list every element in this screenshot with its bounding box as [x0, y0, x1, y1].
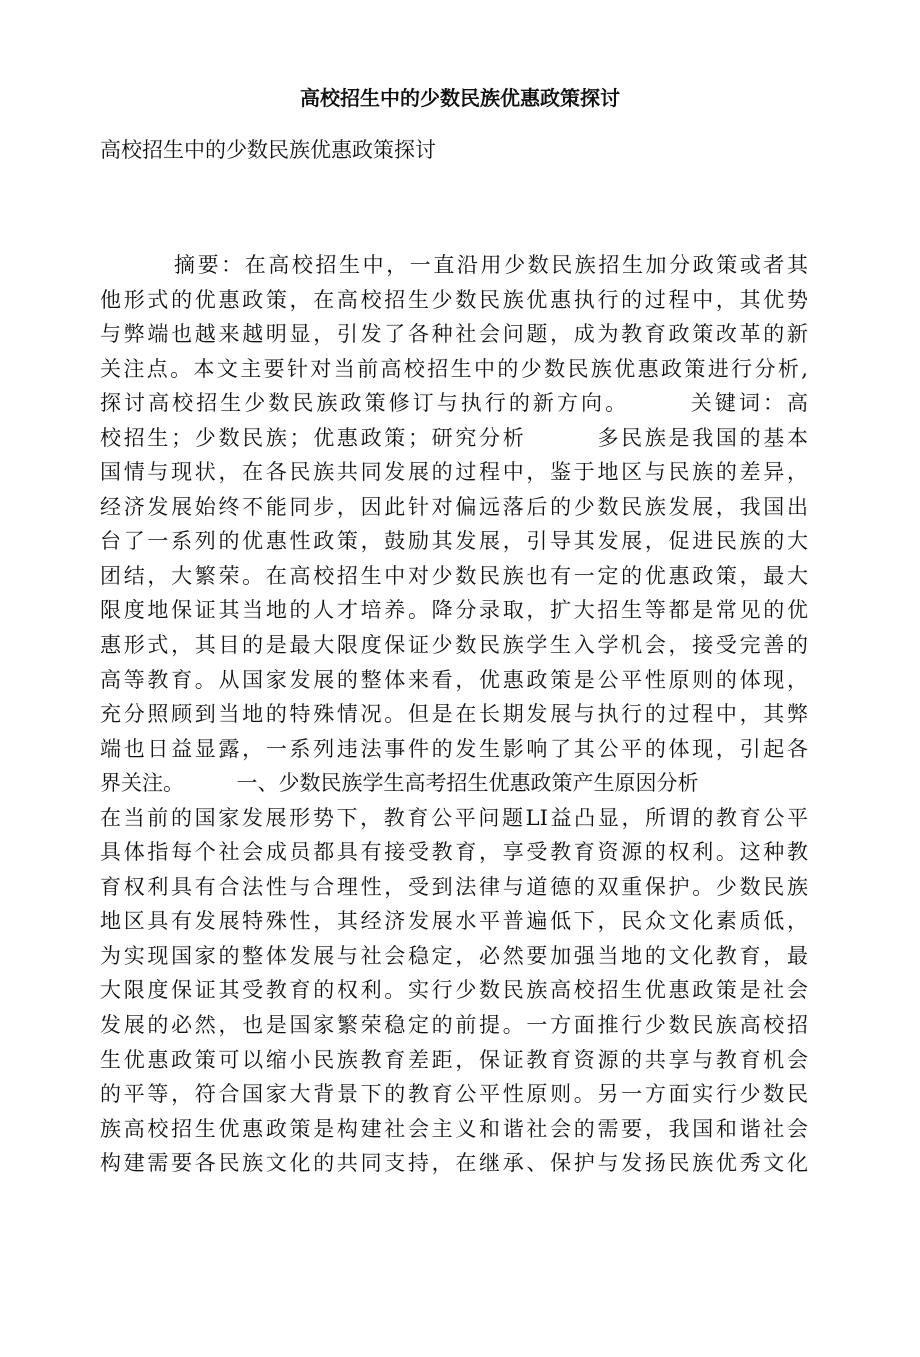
body-line: 校招生；少数民族；优惠政策；研究分析 多民族是我国的基本	[100, 425, 808, 450]
document-subtitle: 高校招生中的少数民族优惠政策探讨	[100, 138, 436, 162]
body-line: 台了一系列的优惠性政策，鼓励其发展，引导其发展，促进民族的大	[100, 529, 808, 554]
body-line: 的平等，符合国家大背景下的教育公平性原则。另一方面实行少数民	[100, 1082, 808, 1107]
body-line: 摘要：在高校招生中，一直沿用少数民族招生加分政策或者其	[174, 253, 808, 277]
body-line: 充分照顾到当地的特殊情况。但是在长期发展与执行的过程中，其弊	[100, 702, 808, 727]
body-line: 经济发展始终不能同步，因此针对偏远落后的少数民族发展，我国出	[100, 494, 808, 519]
body-line: 与弊端也越来越明显，引发了各种社会问题，成为教育政策改革的新	[100, 322, 808, 347]
body-line: 团结，大繁荣。在高校招生中对少数民族也有一定的优惠政策，最大	[100, 563, 808, 588]
body-line: 生优惠政策可以缩小民族教育差距，保证教育资源的共享与教育机会	[100, 1047, 808, 1072]
body-line: 限度地保证其当地的人才培养。降分录取，扩大招生等都是常见的优	[100, 598, 808, 623]
document-body	[100, 248, 808, 1181]
body-line: 大限度保证其受教育的权利。实行少数民族高校招生优惠政策是社会	[100, 978, 808, 1003]
body-line: 为实现国家的整体发展与社会稳定，必然要加强当地的文化教育，最	[100, 943, 808, 968]
body-line: 具体指每个社会成员都具有接受教育，享受教育资源的权利。这种教	[100, 840, 808, 865]
body-line: 惠形式，其目的是最大限度保证少数民族学生入学机会，接受完善的	[100, 633, 808, 658]
body-line: 端也日益显露，一系列违法事件的发生影响了其公平的体现，引起各	[100, 736, 808, 761]
body-line: 在当前的国家发展形势下，教育公平问题LI益凸显，所谓的教育公平	[100, 805, 808, 830]
body-line: 国情与现状，在各民族共同发展的过程中，鉴于地区与民族的差异，	[100, 460, 808, 485]
body-line: 发展的必然，也是国家繁荣稳定的前提。一方面推行少数民族高校招	[100, 1013, 808, 1038]
body-line: 育权利具有合法性与合理性，受到法律与道德的双重保护。少数民族	[100, 874, 808, 899]
body-line: 探讨高校招生少数民族政策修订与执行的新方向。 关键词：高	[100, 391, 808, 416]
body-line: 界关注。 一、少数民族学生高考招生优惠政策产生原因分析	[100, 771, 699, 796]
body-line: 地区具有发展特殊性，其经济发展水平普遍低下，民众文化素质低，	[100, 909, 808, 934]
body-line: 高等教育。从国家发展的整体来看，优惠政策是公平性原则的体现，	[100, 667, 808, 692]
body-line: 关注点。本文主要针对当前高校招生中的少数民族优惠政策进行分析,	[100, 356, 808, 381]
body-line: 构建需要各民族文化的共同支持，在继承、保护与发扬民族优秀文化	[100, 1151, 808, 1176]
document-title: 高校招生中的少数民族优惠政策探讨	[300, 86, 620, 110]
body-line: 他形式的优惠政策，在高校招生少数民族优惠执行的过程中，其优势	[100, 287, 808, 312]
body-line: 族高校招生优惠政策是构建社会主义和谐社会的需要，我国和谐社会	[100, 1116, 808, 1141]
